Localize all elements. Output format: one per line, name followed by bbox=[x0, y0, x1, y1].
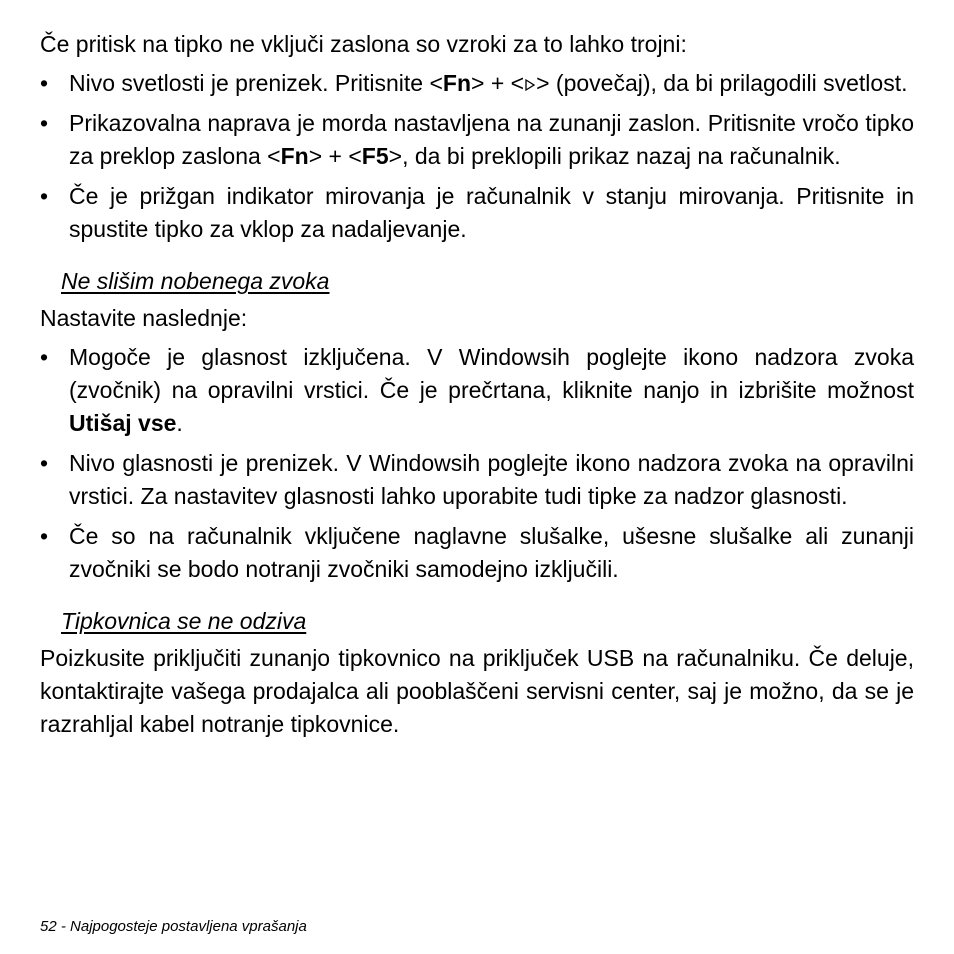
bullet-text: > + < bbox=[308, 143, 362, 169]
section-heading-keyboard: Tipkovnica se ne odziva bbox=[61, 608, 307, 634]
mute-all-option: Utišaj vse bbox=[69, 410, 177, 436]
bullet-mark: • bbox=[40, 523, 49, 549]
key-fn: Fn bbox=[442, 70, 472, 96]
list-item bbox=[40, 180, 914, 246]
bullet-text: Prikazovalna naprava je morda nastavljena na zunanji zaslon. Pritisnite vročo tipko za preklop zaslona < bbox=[69, 110, 914, 169]
section2-intro: Nastavite naslednje: bbox=[40, 305, 248, 331]
bullet-text: >, da bi preklopili prikaz nazaj na računalnik. bbox=[388, 143, 841, 169]
section1-intro: Če pritisk na tipko ne vključi zaslona so vzroki za to lahko trojni: bbox=[40, 31, 687, 57]
bullet-text: Če je prižgan indikator mirovanja je računalnik v stanju mirovanja. Pritisnite in spustite tipko za vklop za nadaljevanje. bbox=[69, 183, 914, 242]
triangle-right-icon bbox=[524, 78, 536, 92]
list-item bbox=[40, 107, 914, 173]
list-item bbox=[40, 520, 914, 586]
page-content bbox=[40, 28, 914, 741]
section1-bullet-list bbox=[40, 67, 914, 246]
bullet-mark: • bbox=[40, 110, 49, 136]
key-f5: F5 bbox=[361, 143, 389, 169]
list-item bbox=[40, 341, 914, 440]
bullet-mark: • bbox=[40, 70, 49, 96]
bullet-text: Nivo svetlosti je prenizek. Pritisnite < bbox=[69, 70, 443, 96]
section2-bullet-list bbox=[40, 341, 914, 586]
key-fn: Fn bbox=[280, 143, 309, 169]
bullet-text: Mogoče je glasnost izključena. V Windowsih poglejte ikono nadzora zvoka (zvočnik) na opravilni vrstici. Če je prečrtana, kliknite nanjo in izbrišite možnost bbox=[69, 344, 914, 403]
bullet-mark: • bbox=[40, 183, 49, 209]
section3-body: Poizkusite priključiti zunanjo tipkovnico na priključek USB na računalniku. Če deluje, kontaktirajte vašega prodajalca ali pooblaščeni servisni center, saj je možno, da se je razrahljal kabel notranje tipkovnice. bbox=[40, 645, 914, 737]
bullet-text: Nivo glasnosti je prenizek. V Windowsih poglejte ikono nadzora zvoka na opravilni vrstici. Za nastavitev glasnosti lahko uporabite tudi tipke za nadzor glasnosti. bbox=[69, 450, 914, 509]
bullet-text: . bbox=[176, 410, 183, 436]
section-heading-no-sound: Ne slišim nobenega zvoka bbox=[61, 268, 330, 294]
bullet-text: Če so na računalnik vključene naglavne slušalke, ušesne slušalke ali zunanji zvočniki se bodo notranji zvočniki samodejno izključili. bbox=[69, 523, 914, 582]
bullet-text: > + < bbox=[471, 70, 525, 96]
bullet-mark: • bbox=[40, 344, 49, 370]
page-footer: 52 - Najpogosteje postavljena vprašanja bbox=[40, 918, 307, 935]
list-item bbox=[40, 447, 914, 513]
list-item bbox=[40, 67, 914, 100]
bullet-text: > (povečaj), da bi prilagodili svetlost. bbox=[536, 70, 908, 96]
bullet-mark: • bbox=[40, 450, 49, 476]
